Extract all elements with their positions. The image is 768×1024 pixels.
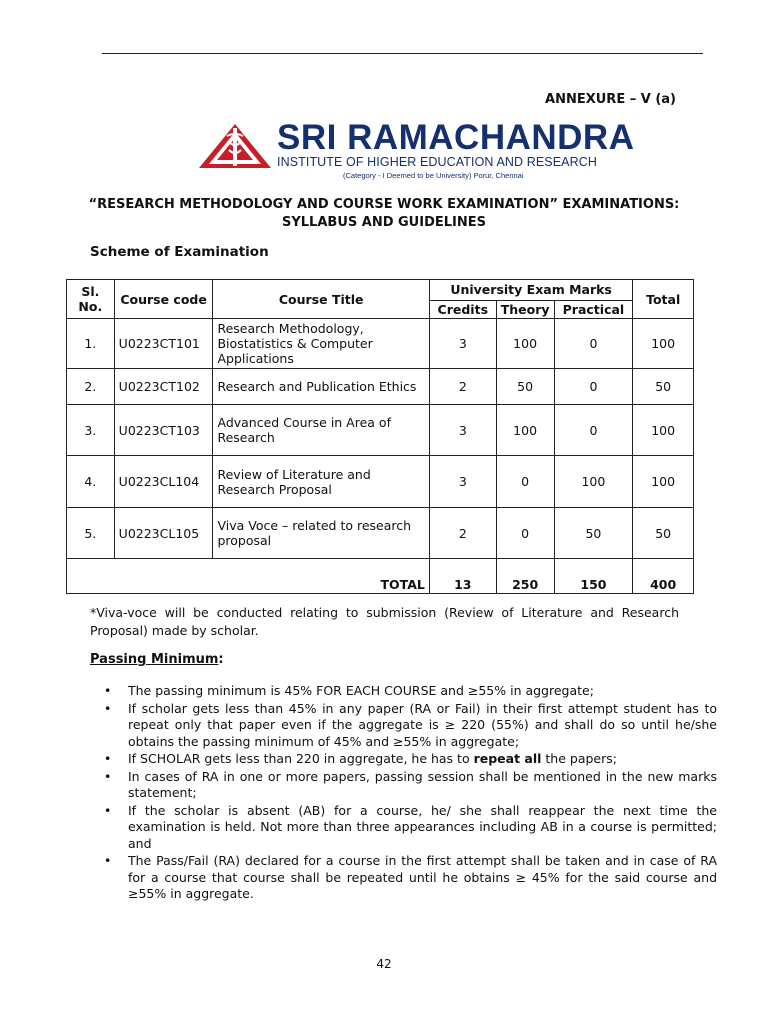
header-course-title: Course Title — [213, 280, 429, 319]
cell-total: 100 — [633, 456, 694, 508]
header-exam-marks: University Exam Marks — [429, 280, 632, 301]
cell-sl: 1. — [67, 319, 115, 369]
rule-text: If SCHOLAR gets less than 220 in aggregate, he has to — [128, 751, 474, 766]
caduceus-emblem-icon — [197, 122, 273, 170]
header-course-code: Course code — [114, 280, 213, 319]
list-item: • If scholar gets less than 45% in any paper (RA or Fail) in their first attempt student has to repeat only that paper even if the aggregate is ≥ 220 (55%) and shall do so until he/she obtains the passing minimum of 45% and ≥55% in aggregate; — [128, 701, 717, 751]
cell-credits: 2 — [429, 508, 496, 559]
cell-practical: 0 — [554, 405, 633, 456]
total-theory: 250 — [496, 559, 554, 594]
table-row — [67, 405, 694, 456]
cell-code: U0223CT102 — [114, 369, 213, 405]
cell-code: U0223CL104 — [114, 456, 213, 508]
header-practical: Practical — [554, 300, 633, 318]
list-item: • If the scholar is absent (AB) for a course, he/ she shall reappear the next time the examination is held. Not more than three appearances including AB in a course is permitted; and — [128, 803, 717, 853]
cell-credits: 3 — [429, 405, 496, 456]
cell-title: Review of Literature and Research Proposal — [213, 456, 429, 508]
page-number: 42 — [376, 957, 392, 971]
heading-line-2: SYLLABUS AND GUIDELINES — [282, 215, 486, 230]
cell-total: 100 — [633, 319, 694, 369]
header-theory: Theory — [496, 300, 554, 318]
cell-practical: 0 — [554, 319, 633, 369]
table-row — [67, 369, 694, 405]
cell-credits: 3 — [429, 456, 496, 508]
header-sl-no: Sl. No. — [67, 280, 115, 319]
top-rule — [102, 53, 703, 54]
logo-subtitle: INSTITUTE OF HIGHER EDUCATION AND RESEARCH — [277, 155, 597, 169]
cell-sl: 3. — [67, 405, 115, 456]
cell-title: Research and Publication Ethics — [213, 369, 429, 405]
viva-voce-note: *Viva-voce will be conducted relating to submission (Review of Literature and Research Proposal) made by scholar. — [90, 605, 679, 638]
cell-title: Advanced Course in Area of Research — [213, 405, 429, 456]
cell-credits: 2 — [429, 369, 496, 405]
cell-total: 100 — [633, 405, 694, 456]
cell-title: Research Methodology, Biostatistics & Computer Applications — [213, 319, 429, 369]
heading-line-1: “RESEARCH METHODOLOGY AND COURSE WORK EXAMINATION” EXAMINATIONS: — [88, 197, 680, 212]
document-heading — [80, 196, 688, 232]
exam-scheme-table — [66, 279, 694, 594]
passing-minimum-title: Passing Minimum — [90, 652, 219, 667]
passing-minimum-heading — [90, 652, 224, 667]
passing-rules-list — [90, 683, 717, 904]
list-item: • In cases of RA in one or more papers, passing session shall be mentioned in the new marks statement; — [128, 769, 717, 802]
total-credits: 13 — [429, 559, 496, 594]
list-item: • The Pass/Fail (RA) declared for a course in the first attempt shall be taken and in case of RA for a course that course shall be repeated until he obtains ≥ 45% for the said course and ≥55% in aggregate. — [128, 853, 717, 903]
cell-title: Viva Voce – related to research proposal — [213, 508, 429, 559]
table-row — [67, 319, 694, 369]
rule-bold-text: repeat all — [473, 751, 542, 766]
cell-code: U0223CT101 — [114, 319, 213, 369]
rule-text: the papers; — [541, 751, 617, 766]
table-row — [67, 456, 694, 508]
list-item: • The passing minimum is 45% FOR EACH COURSE and ≥55% in aggregate; — [128, 683, 717, 700]
logo-title: SRI RAMACHANDRA — [277, 118, 635, 157]
cell-practical: 0 — [554, 369, 633, 405]
cell-practical: 100 — [554, 456, 633, 508]
cell-theory: 0 — [496, 456, 554, 508]
cell-sl: 5. — [67, 508, 115, 559]
scheme-title: Scheme of Examination — [90, 244, 269, 260]
cell-sl: 4. — [67, 456, 115, 508]
header-total: Total — [633, 280, 694, 319]
cell-total: 50 — [633, 369, 694, 405]
cell-theory: 0 — [496, 508, 554, 559]
cell-credits: 3 — [429, 319, 496, 369]
annexure-label: ANNEXURE – V (a) — [545, 92, 676, 107]
table-total-row — [67, 559, 694, 594]
total-label: TOTAL — [67, 559, 430, 594]
cell-theory: 50 — [496, 369, 554, 405]
table-row — [67, 508, 694, 559]
institution-logo — [197, 118, 635, 184]
total-practical: 150 — [554, 559, 633, 594]
cell-code: U0223CT103 — [114, 405, 213, 456]
cell-code: U0223CL105 — [114, 508, 213, 559]
logo-tagline: (Category - I Deemed to be University) Porur, Chennai — [343, 171, 524, 180]
passing-minimum-colon: : — [218, 652, 224, 667]
header-credits: Credits — [429, 300, 496, 318]
cell-theory: 100 — [496, 405, 554, 456]
cell-theory: 100 — [496, 319, 554, 369]
list-item — [128, 751, 717, 768]
cell-sl: 2. — [67, 369, 115, 405]
cell-practical: 50 — [554, 508, 633, 559]
total-total: 400 — [633, 559, 694, 594]
cell-total: 50 — [633, 508, 694, 559]
